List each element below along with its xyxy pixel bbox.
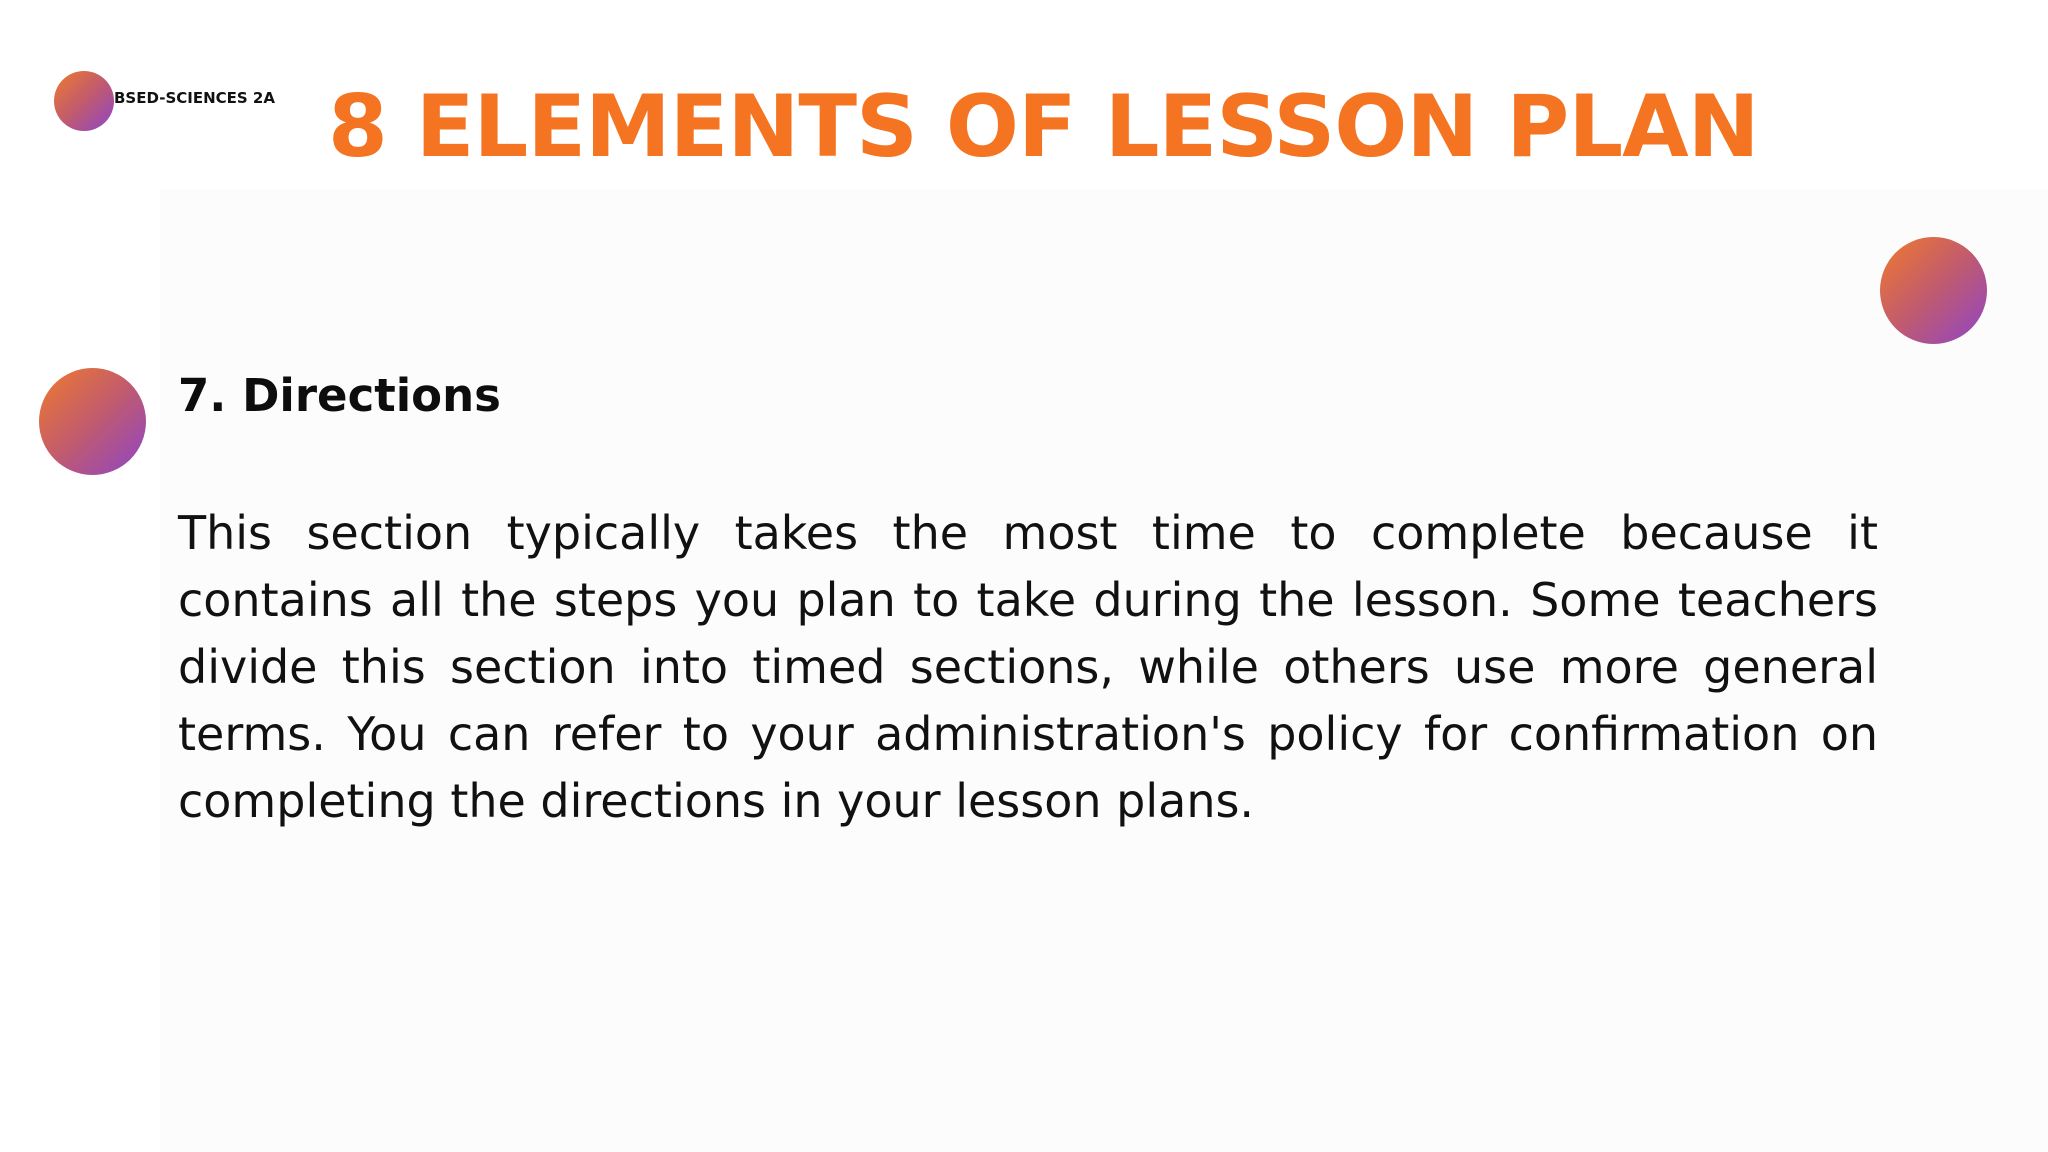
class-label: BSED-SCIENCES 2A <box>114 89 275 107</box>
slide-title: 8 ELEMENTS OF LESSON PLAN <box>328 77 1759 177</box>
section-heading: 7. Directions <box>178 369 501 422</box>
decorative-circle-right <box>1880 237 1987 344</box>
decorative-circle-small <box>54 71 114 131</box>
decorative-circle-left <box>39 368 146 475</box>
section-body: This section typically takes the most time to complete because it contains all the steps you plan to take during the lesson. Some teachers divide this section into timed sections, while others use more general terms. You can refer to your administration's policy for confirmation on completing the directions in your lesson plans. <box>178 506 1878 828</box>
